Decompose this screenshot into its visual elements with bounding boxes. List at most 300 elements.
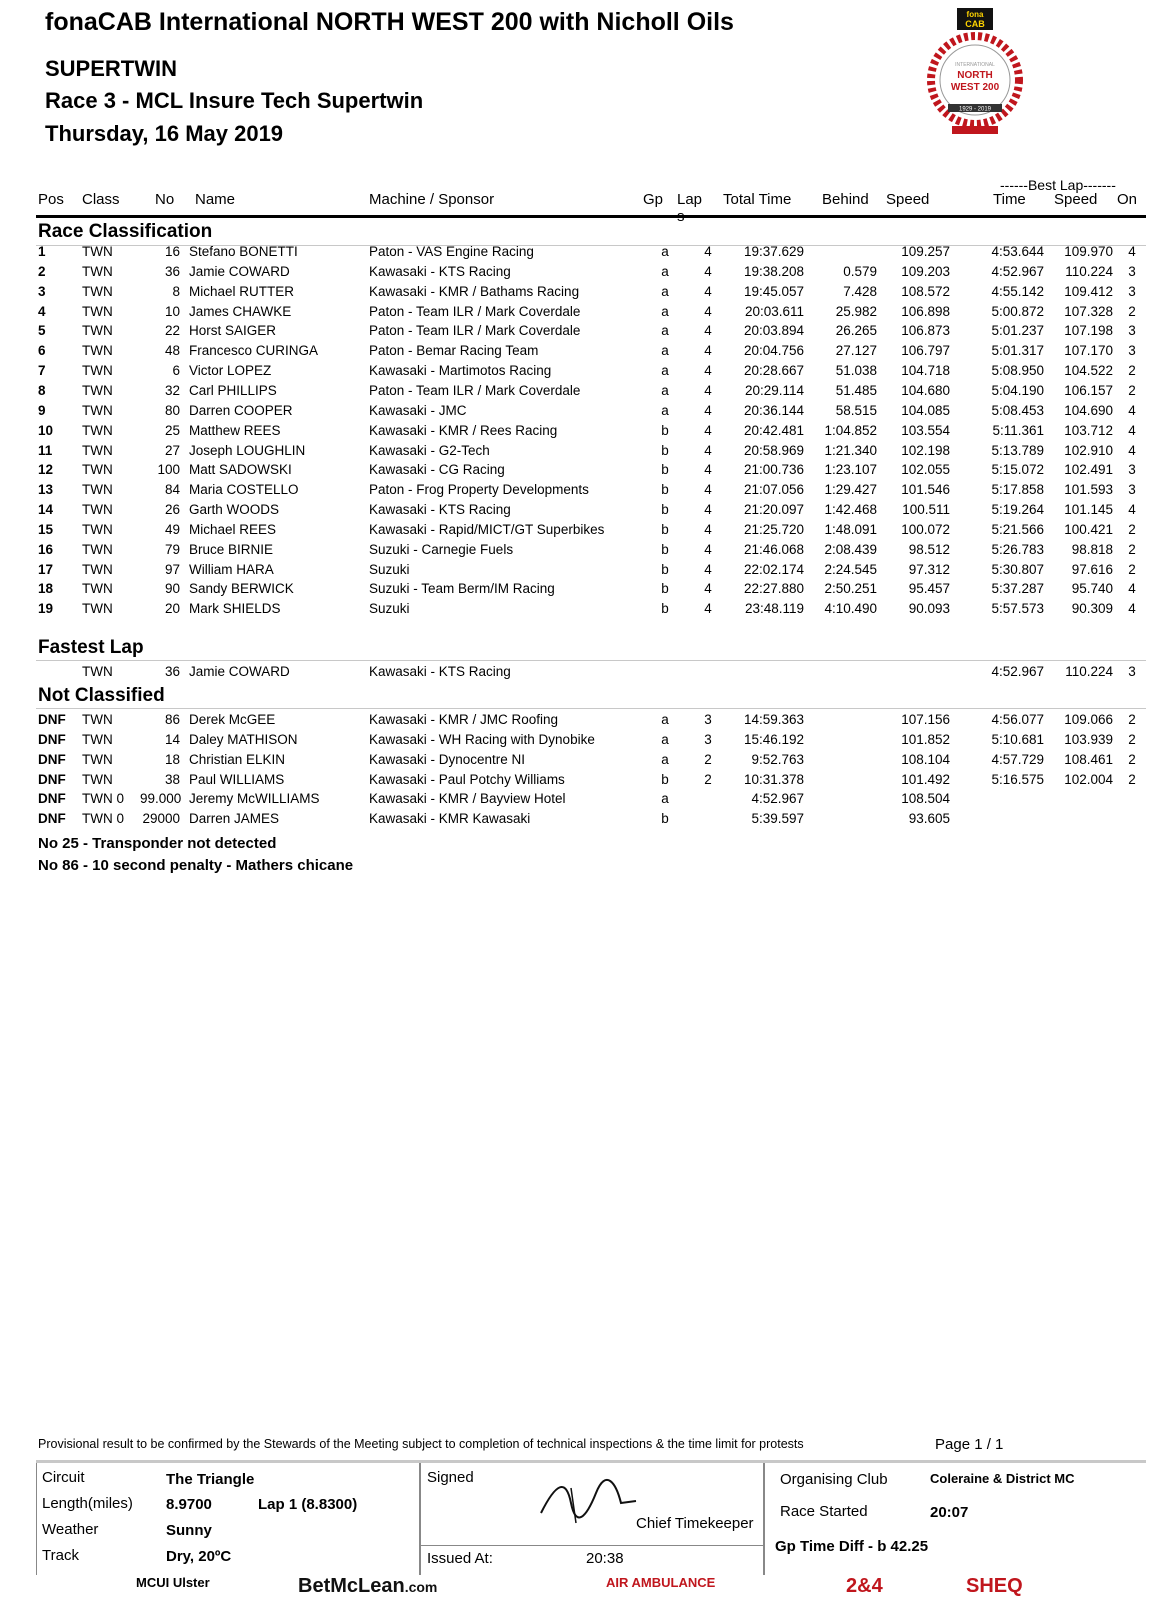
cell-pos: DNF [38,731,66,747]
cell-no: 48 [164,343,180,359]
cell-total-time: 4:52.967 [751,791,804,807]
cell-pos: 17 [38,561,54,577]
cell-gp: a [661,712,669,727]
cell-best-time: 4:53.644 [991,244,1044,259]
cell-total-time: 21:07.056 [743,482,804,498]
cell-best-on: 2 [1128,382,1136,398]
cell-gp: a [661,303,669,319]
cell-best-speed: 109.066 [1064,712,1113,727]
cell-speed: 107.156 [901,712,950,727]
cell-speed: 102.055 [901,462,950,478]
cell-best-time: 5:30.807 [991,561,1044,577]
cell-class: TWN [82,422,113,438]
cell-laps: 4 [704,382,712,398]
cell-gp: a [661,791,669,807]
cell-behind: 26.265 [835,323,877,339]
cell-name: Michael RUTTER [189,283,295,299]
cell-machine: Paton - Team ILR / Mark Coverdale [369,382,581,398]
sponsor-strip [36,1575,1146,1600]
cell-machine: Kawasaki - KTS Racing [369,664,511,679]
dnf-row [0,752,1168,772]
cell-gp: a [661,382,669,398]
cell-laps: 4 [704,244,712,259]
cell-best-speed: 101.593 [1064,482,1113,498]
cell-total-time: 10:31.378 [743,771,804,787]
cell-no: 80 [164,402,180,418]
cell-total-time: 15:46.192 [743,731,804,747]
cell-best-time: 5:26.783 [991,541,1044,557]
col-speed: Speed [886,191,930,208]
cell-pos: 7 [38,363,46,379]
cell-name: Bruce BIRNIE [189,541,274,557]
cell-laps: 4 [704,363,712,379]
lap1-length: Lap 1 (8.8300) [258,1496,358,1513]
cell-gp: b [661,521,669,537]
cell-best-on: 3 [1128,323,1136,339]
cell-class: TWN [82,502,113,518]
cell-behind: 1:29.427 [824,482,877,498]
cell-best-time: 5:57.573 [991,601,1044,617]
cell-pos: 8 [38,382,46,398]
signature-image [536,1473,646,1533]
cell-gp: b [661,811,669,827]
cell-behind: 51.038 [835,363,877,379]
cell-total-time: 19:38.208 [743,263,804,279]
cell-gp: b [661,462,669,478]
cell-speed: 95.457 [908,581,950,597]
cell-speed: 108.572 [901,283,950,299]
cell-class: TWN [82,601,113,617]
cell-best-time: 4:55.142 [991,283,1044,299]
section-fastest-lap: Fastest Lap [38,637,144,658]
cell-pos: 13 [38,482,54,498]
cell-total-time: 21:20.097 [743,502,804,518]
cell-pos: 2 [38,263,46,279]
cell-best-on: 2 [1128,303,1136,319]
cell-class: TWN [82,382,113,398]
cell-best-on: 4 [1128,601,1136,617]
cell-laps: 4 [704,601,712,617]
cell-best-on: 4 [1128,502,1136,518]
cell-speed: 104.085 [901,402,950,418]
col-behind: Behind [822,191,869,208]
cell-no: 36 [164,664,180,679]
cell-total-time: 9:52.763 [751,751,804,767]
cell-speed: 106.873 [901,323,950,339]
length-value: 8.9700 [166,1496,212,1513]
cell-no: 25 [164,422,180,438]
cell-behind: 1:42.468 [824,502,877,518]
cell-best-time: 4:52.967 [991,664,1044,679]
cell-gp: b [661,482,669,498]
cell-name: Stefano BONETTI [189,244,298,259]
cell-gp: a [661,263,669,279]
cell-no: 18 [164,751,180,767]
cell-best-on: 3 [1128,283,1136,299]
cell-class: TWN [82,343,113,359]
cell-name: Jamie COWARD [189,664,290,679]
cell-laps: 4 [704,462,712,478]
cell-laps: 4 [704,482,712,498]
cell-class: TWN [82,323,113,339]
cell-best-time: 5:17.858 [991,482,1044,498]
cell-speed: 103.554 [901,422,950,438]
cell-pos: 5 [38,323,46,339]
cell-best-speed: 104.522 [1064,363,1113,379]
cell-total-time: 5:39.597 [751,811,804,827]
cell-speed: 101.852 [901,731,950,747]
cell-best-speed: 109.412 [1064,283,1113,299]
cell-no: 6 [172,363,180,379]
cell-behind: 2:50.251 [824,581,877,597]
cell-behind: 27.127 [835,343,877,359]
cell-total-time: 20:04.756 [743,343,804,359]
cell-pos: 19 [38,601,54,617]
cell-best-time: 4:52.967 [991,263,1044,279]
cell-machine: Suzuki [369,601,410,617]
cell-name: Derek McGEE [189,712,276,727]
weather-label: Weather [42,1521,99,1538]
cell-laps: 2 [704,751,712,767]
cell-pos: 15 [38,521,54,537]
cell-best-on: 3 [1128,343,1136,359]
result-row [0,264,1168,284]
cell-best-speed: 102.910 [1064,442,1113,458]
race-started-value: 20:07 [930,1504,969,1521]
cell-machine: Kawasaki - Paul Potchy Williams [369,771,565,787]
cell-class: TWN [82,402,113,418]
cell-speed: 100.511 [902,502,950,518]
cell-pos: DNF [38,771,66,787]
cell-best-speed: 98.818 [1071,541,1113,557]
cell-class: TWN [82,561,113,577]
result-row [0,363,1168,383]
cell-name: Christian ELKIN [189,751,286,767]
note-transponder: No 25 - Transponder not detected [38,835,277,852]
cell-laps: 4 [704,263,712,279]
cell-behind: 1:04.852 [824,422,877,438]
cell-laps: 4 [704,323,712,339]
betmclean-logo [298,1575,437,1598]
cell-best-on: 2 [1128,561,1136,577]
cell-best-time: 5:21.566 [991,521,1044,537]
cell-speed: 101.546 [901,482,950,498]
cell-class: TWN [82,303,113,319]
cell-best-speed: 110.224 [1065,664,1113,679]
cell-best-on: 2 [1128,712,1136,727]
cell-laps: 4 [704,343,712,359]
cell-best-speed: 100.421 [1064,521,1113,537]
col-pos: Pos [38,191,64,208]
fastest-lap-row [0,664,1168,684]
cell-best-speed: 101.145 [1064,502,1113,518]
cell-pos: 9 [38,402,46,418]
cell-speed: 106.797 [901,343,950,359]
track-value: Dry, 20ºC [166,1548,232,1565]
cell-machine: Kawasaki - KMR / JMC Roofing [369,712,559,727]
cell-machine: Kawasaki - Dynocentre NI [369,751,526,767]
cell-laps: 4 [704,581,712,597]
cell-best-time: 5:01.317 [991,343,1044,359]
cell-best-time: 5:01.237 [991,323,1044,339]
cell-machine: Suzuki - Carnegie Fuels [369,541,514,557]
cell-name: Darren JAMES [189,811,280,827]
cell-best-on: 2 [1128,771,1136,787]
cell-best-time: 4:57.729 [991,751,1044,767]
cell-best-speed: 103.712 [1064,422,1113,438]
cell-pos: DNF [38,751,66,767]
cell-name: Matt SADOWSKI [189,462,292,478]
cell-best-time: 5:00.872 [991,303,1044,319]
cell-machine: Kawasaki - CG Racing [369,462,505,478]
cell-pos: DNF [38,791,66,807]
col-name: Name [195,191,236,208]
dnf-row [0,712,1168,732]
note-penalty: No 86 - 10 second penalty - Mathers chicane [38,857,354,874]
race-date: Thursday, 16 May 2019 [45,121,284,146]
cell-total-time: 20:29.114 [744,382,804,398]
cell-best-on: 4 [1128,442,1136,458]
cell-gp: a [661,343,669,359]
cell-machine: Kawasaki - KTS Racing [369,502,511,518]
cell-gp: a [661,363,669,379]
cell-best-speed: 90.309 [1071,601,1113,617]
result-row [0,502,1168,522]
cell-best-time: 5:16.575 [991,771,1044,787]
provisional-notice: Provisional result to be confirmed by the Stewards of the Meeting subject to completion of technical inspections & the time limit for protests [38,1437,804,1451]
issued-value: 20:38 [586,1550,624,1567]
cell-no: 22 [164,323,180,339]
cell-gp: a [661,244,669,259]
cell-best-speed: 110.224 [1065,263,1113,279]
cell-laps: 4 [704,283,712,299]
cell-machine: Kawasaki - Martimotos Racing [369,363,552,379]
best-lap-group-header: ------Best Lap------- [1000,177,1116,193]
svg-text:WEST 200: WEST 200 [950,82,1000,93]
section-rule [36,660,1146,661]
cell-class: TWN [82,442,113,458]
result-row [0,244,1168,264]
cell-laps: 4 [704,502,712,518]
col-best-on: On [1117,191,1138,208]
cell-gp: b [661,581,669,597]
cell-speed: 108.504 [901,791,950,807]
cell-laps: 4 [704,561,712,577]
cell-gp: b [661,601,669,617]
cell-name: Paul WILLIAMS [189,771,285,787]
track-label: Track [42,1547,79,1564]
cell-total-time: 14:59.363 [743,712,804,727]
betmclean-domain: .com [404,1579,438,1595]
cell-behind: 25.982 [835,303,877,319]
cell-pos: 14 [38,502,54,518]
cell-no: 32 [164,382,180,398]
cell-gp: b [661,771,669,787]
cell-class: TWN [82,521,113,537]
race-name: Race 3 - MCL Insure Tech Supertwin [45,88,424,113]
cell-speed: 104.718 [901,363,950,379]
cell-no: 29000 [142,811,180,827]
cell-best-time: 5:37.287 [991,581,1044,597]
header-rule [36,215,1146,218]
result-row [0,562,1168,582]
cell-name: Daley MATHISON [189,731,298,747]
cell-machine: Kawasaki - JMC [369,402,467,418]
cell-no: 10 [164,303,180,319]
cell-gp: b [661,561,669,577]
sheq-point-logo: SHEQ [966,1575,1023,1597]
cell-speed: 109.203 [901,263,950,279]
cell-no: 86 [164,712,180,727]
section-rule [36,708,1146,709]
air-ambulance-logo: AIR AMBULANCE [606,1575,716,1590]
cell-machine: Paton - VAS Engine Racing [369,244,534,259]
cell-best-speed: 97.616 [1071,561,1113,577]
result-row [0,482,1168,502]
cell-pos: 3 [38,283,46,299]
cell-machine: Suzuki - Team Berm/IM Racing [369,581,555,597]
cell-best-time: 5:13.789 [991,442,1044,458]
dnf-row [0,791,1168,811]
cell-best-speed: 107.198 [1064,323,1113,339]
cell-pos: DNF [38,712,66,727]
svg-text:1929 - 2019: 1929 - 2019 [958,106,992,113]
cell-gp: a [661,283,669,299]
nw200-logo [920,8,1030,144]
cell-name: Francesco CURINGA [189,343,319,359]
cell-best-time: 4:56.077 [991,712,1044,727]
cell-total-time: 20:42.481 [743,422,804,438]
cell-class: TWN [82,664,113,679]
cell-no: 97 [164,561,180,577]
race-started-label: Race Started [780,1503,868,1520]
weather-value: Sunny [166,1522,212,1539]
result-row [0,304,1168,324]
cell-best-time: 5:15.072 [991,462,1044,478]
cell-class: TWN 0 [82,811,124,827]
cell-total-time: 19:37.629 [743,244,804,259]
cell-best-on: 2 [1128,751,1136,767]
cell-no: 79 [164,541,180,557]
cell-behind: 1:21.340 [824,442,877,458]
cell-total-time: 21:25.720 [743,521,804,537]
cell-speed: 100.072 [901,521,950,537]
cell-machine: Suzuki [369,561,410,577]
cell-best-speed: 102.491 [1064,462,1113,478]
cell-machine: Kawasaki - WH Racing with Dynobike [369,731,595,747]
cell-gp: a [661,731,669,747]
cell-best-speed: 107.170 [1064,343,1113,359]
col-no: No [155,191,175,208]
cell-total-time: 20:03.894 [743,323,804,339]
cell-behind: 1:48.091 [824,521,877,537]
cell-total-time: 22:27.880 [743,581,804,597]
cell-no: 14 [164,731,180,747]
club-label: Organising Club [780,1471,888,1488]
cell-behind: 51.485 [835,382,877,398]
cell-class: TWN [82,541,113,557]
cell-total-time: 21:00.736 [743,462,804,478]
cell-pos: 10 [38,422,54,438]
cell-no: 99.000 [140,791,182,807]
cell-speed: 102.198 [901,442,950,458]
cell-best-speed: 106.157 [1064,382,1113,398]
cell-best-speed: 102.004 [1064,771,1113,787]
circuit-label: Circuit [42,1469,85,1486]
cell-laps: 4 [704,303,712,319]
result-row [0,522,1168,542]
gp-time-diff: Gp Time Diff - b 42.25 [775,1538,929,1555]
cell-gp: b [661,502,669,518]
cell-laps: 4 [704,402,712,418]
cell-laps: 4 [704,422,712,438]
cell-best-time: 5:04.190 [991,382,1044,398]
cell-gp: b [661,442,669,458]
col-laps: Lap [677,191,703,208]
cell-best-time: 5:11.361 [992,422,1044,438]
cell-name: Victor LOPEZ [189,363,272,379]
cell-gp: a [661,402,669,418]
cell-class: TWN [82,482,113,498]
cell-gp: b [661,422,669,438]
cell-best-time: 5:08.453 [991,402,1044,418]
cell-best-on: 4 [1128,244,1136,259]
cell-no: 27 [164,442,180,458]
cell-no: 20 [164,601,180,617]
cell-pos: 6 [38,343,46,359]
cell-name: Michael REES [189,521,277,537]
page-number: Page 1 / 1 [935,1436,1004,1453]
cell-speed: 101.492 [901,771,950,787]
cell-best-on: 4 [1128,402,1136,418]
cell-name: Mark SHIELDS [189,601,281,617]
cell-pos: 1 [38,244,46,259]
dnf-row [0,772,1168,792]
cell-total-time: 20:58.969 [743,442,804,458]
result-row [0,284,1168,304]
cell-best-on: 4 [1128,422,1136,438]
cell-class: TWN [82,731,113,747]
cell-pos: 16 [38,541,54,557]
cell-pos: 4 [38,303,46,319]
cell-total-time: 20:28.667 [743,363,804,379]
cell-machine: Kawasaki - KMR / Bathams Racing [369,283,580,299]
cell-class: TWN [82,462,113,478]
cell-machine: Kawasaki - G2-Tech [369,442,490,458]
issued-label: Issued At: [427,1550,493,1567]
cell-name: William HARA [189,561,274,577]
cell-best-speed: 107.328 [1064,303,1113,319]
timekeeper-label: Chief Timekeeper [636,1515,754,1532]
cell-best-speed: 95.740 [1071,581,1113,597]
cell-no: 26 [164,502,180,518]
cell-no: 8 [172,283,180,299]
section-not-classified: Not Classified [38,685,165,706]
cell-no: 100 [157,462,180,478]
cell-best-on: 2 [1128,541,1136,557]
cell-speed: 109.257 [901,244,950,259]
cell-laps: 4 [704,521,712,537]
result-row [0,601,1168,621]
cell-behind: 7.428 [843,283,877,299]
cell-best-on: 2 [1128,731,1136,747]
cell-class: TWN [82,363,113,379]
cell-machine: Paton - Team ILR / Mark Coverdale [369,323,581,339]
cell-total-time: 19:45.057 [743,283,804,299]
cell-best-on: 2 [1128,521,1136,537]
cell-best-time: 5:10.681 [991,731,1044,747]
col-machine: Machine / Sponsor [369,191,495,208]
